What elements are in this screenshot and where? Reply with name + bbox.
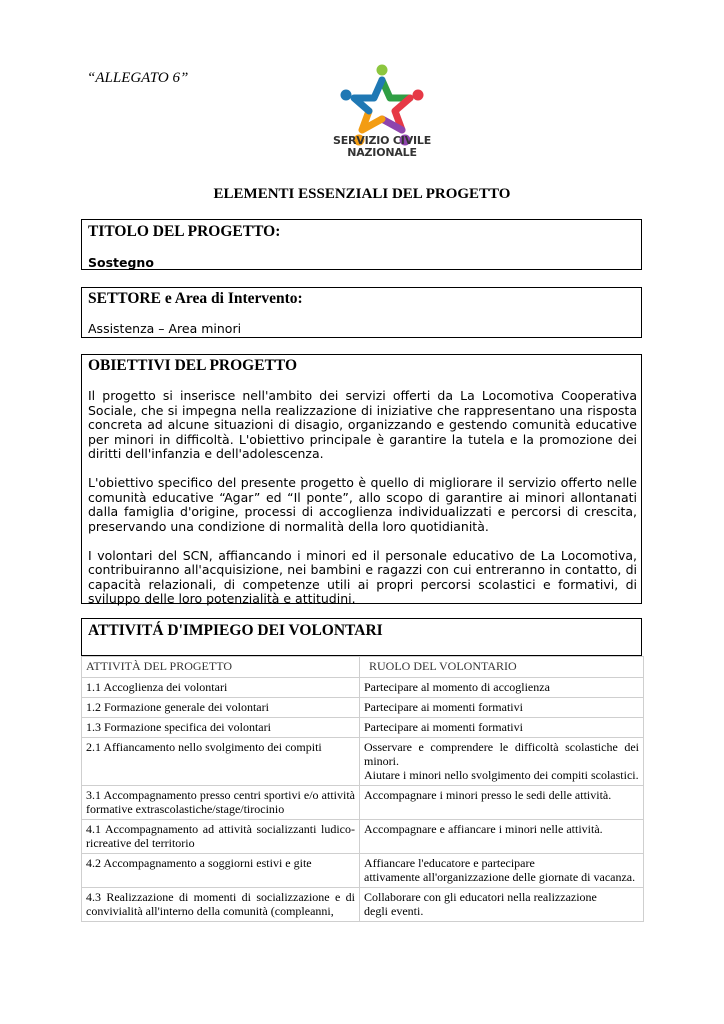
role-cell [360,718,644,738]
table-header-row [82,657,644,678]
table-row [82,678,644,698]
table-row [82,820,644,854]
logo-wordmark [318,135,446,159]
titolo-label: TITOLO DEL PROGETTO: [88,223,281,240]
activities-table [81,656,644,922]
activity-cell: 4.1 Accompagnamento ad attività socializzanti ludico-ricreative del territorio [82,820,360,854]
role-line: attivamente all'organizzazione delle giornate di vacanza. [364,870,636,884]
obiettivi-text [88,389,637,621]
role-cell [360,820,644,854]
document-heading: ELEMENTI ESSENZIALI DEL PROGETTO [213,186,511,202]
table-row [82,738,644,786]
role-line: Partecipare al momento di accoglienza [364,680,550,694]
activity-cell: 4.3 Realizzazione di momenti di socializzazione e di convivialità all'interno della comunità (compleanni, [82,888,360,922]
table-row [82,888,644,922]
allegato-label: “ALLEGATO 6” [87,70,189,86]
role-line: Accompagnare i minori presso le sedi delle attività. [364,788,612,802]
activity-cell: 3.1 Accompagnamento presso centri sportivi e/o attività formative extrascolastiche/stage/tirocinio [82,786,360,820]
role-line: Partecipare ai momenti formativi [364,720,523,734]
obiettivi-label: OBIETTIVI DEL PROGETTO [88,357,298,374]
table-row [82,854,644,888]
activity-cell: 1.2 Formazione generale dei volontari [82,698,360,718]
role-cell [360,786,644,820]
role-line: Collaborare con gli educatori nella realizzazione [364,890,597,904]
role-line: Accompagnare e affiancare i minori nelle attività. [364,822,603,836]
column-header-activity: ATTIVITÀ DEL PROGETTO [82,657,360,678]
obiettivi-paragraph-1: Il progetto si inserisce nell'ambito dei servizi offerti da La Locomotiva Cooperativa Sociale, che si impegna nella realizzazione di iniziative che rappresentano una risposta concreta ad alcune situazioni di disagio, organizzando e gestendo comunità educative per minori in difficoltà. L'obiettivo principale è garantire la tutela e la promozione dei diritti dell'infanzia e dell'adolescenza. [88,388,637,461]
table-row [82,718,644,738]
role-cell [360,738,644,786]
role-line: Aiutare i minori nello svolgimento dei compiti scolastici. [364,768,639,782]
column-header-role: RUOLO DEL VOLONTARIO [360,657,644,678]
logo-line-2: NAZIONALE [347,146,417,159]
activity-cell: 4.2 Accompagnamento a soggiorni estivi e gite [82,854,360,888]
obiettivi-paragraph-3: I volontari del SCN, affiancando i minori ed il personale educativo de La Locomotiva, contribuiranno all'acquisizione, nei bambini e ragazzi con cui entreranno in contatto, di capacità relazionali, di competenze utili ai propri percorsi scolastici e formativi, di sviluppo delle loro potenzialità e attitudini. [88,547,637,606]
role-line: Affiancare l'educatore e partecipare [364,856,535,870]
attivita-box [81,618,642,656]
role-line: degli eventi. [364,904,424,918]
role-cell [360,854,644,888]
obiettivi-box [81,354,642,604]
logo-line-1: SERVIZIO CIVILE [332,134,432,147]
titolo-box [81,219,642,270]
table-row [82,786,644,820]
settore-value: Assistenza – Area minori [88,321,242,336]
obiettivi-paragraph-2: L'obiettivo specifico del presente progetto è quello di migliorare il servizio offerto nelle comunità educative “Agar” ed “Il ponte”, allo scopo di garantire ai minori allontanati dalla famiglia d'origine, processi di accoglienza individualizzati e percorsi di crescita, preservando una condizione di normalità della loro quotidianità. [88,475,637,534]
settore-box [81,287,642,338]
settore-label: SETTORE e Area di Intervento: [88,290,303,307]
titolo-value: Sostegno [88,255,154,270]
attivita-label: ATTIVITÁ D'IMPIEGO DEI VOLONTARI [88,622,383,639]
role-cell [360,678,644,698]
role-line: Partecipare ai momenti formativi [364,700,523,714]
activity-cell: 1.3 Formazione specifica dei volontari [82,718,360,738]
table-row [82,698,644,718]
role-cell [360,888,644,922]
role-cell [360,698,644,718]
role-line: Osservare e comprendere le difficoltà scolastiche dei minori. [364,740,639,768]
activity-cell: 2.1 Affiancamento nello svolgimento dei compiti [82,738,360,786]
activity-cell: 1.1 Accoglienza dei volontari [82,678,360,698]
